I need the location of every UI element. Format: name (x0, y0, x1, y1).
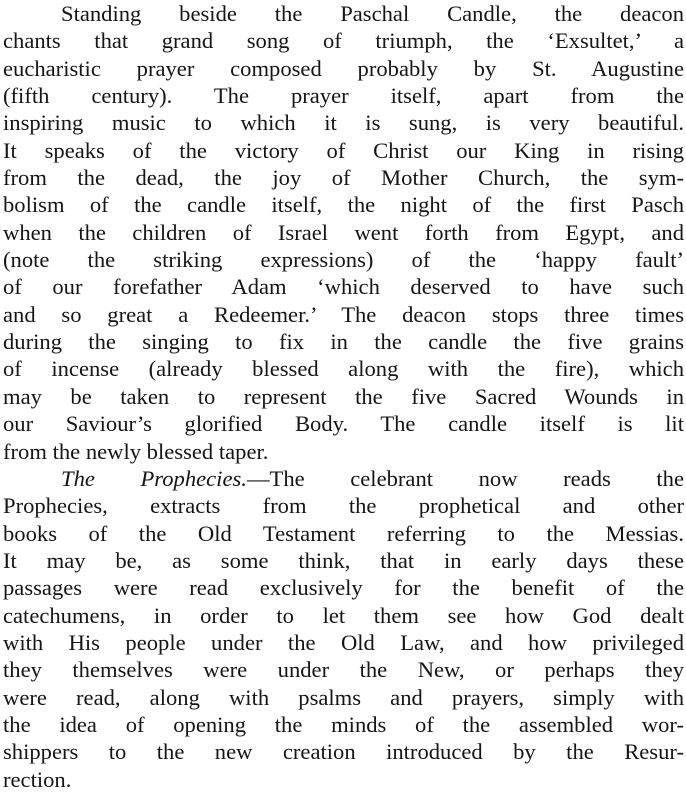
text-line: they themselves were under the New, or perhaps they (3, 657, 684, 683)
text-line: Standing beside the Paschal Candle, the deacon (61, 1, 684, 26)
text-line: from the dead, the joy of Mother Church, the sym- (3, 165, 684, 191)
text-line: of incense (already blessed along with the fire), which (3, 356, 684, 382)
text-line: with His people under the Old Law, and how privileged (3, 629, 684, 655)
paragraph-prophecies (3, 465, 684, 793)
section-heading: The Prophecies. (61, 465, 247, 491)
text-line (3, 465, 684, 492)
text-line: books of the Old Testament referring to the Messias. (3, 520, 684, 546)
text-line: It speaks of the victory of Christ our King in rising (3, 137, 684, 163)
text-line: may be taken to represent the five Sacred Wounds in (3, 383, 684, 409)
text-line: (fifth century). The prayer itself, apart from the (3, 83, 684, 109)
text-line: our Saviour’s glorified Body. The candle itself is lit (3, 411, 684, 437)
text-line: shippers to the new creation introduced by the Resur- (3, 739, 684, 765)
text-line: bolism of the candle itself, the night of the first Pasch (3, 192, 684, 218)
paragraph-paschal-candle (3, 0, 684, 465)
text-line: inspiring music to which it is sung, is very beautiful. (3, 110, 684, 136)
text-line: the idea of opening the minds of the assembled wor- (3, 711, 684, 737)
text-line: of our forefather Adam ‘which deserved to have such (3, 274, 684, 300)
text-line: when the children of Israel went forth from Egypt, and (3, 219, 684, 245)
text-line: during the singing to fix in the candle the five grains (3, 329, 684, 355)
text-line: passages were read exclusively for the benefit of the (3, 575, 684, 601)
text-line: and so great a Redeemer.’ The deacon stops three times (3, 301, 684, 327)
text-line: catechumens, in order to let them see how God dealt (3, 602, 684, 628)
text-line: rection. (3, 766, 72, 792)
text-line: were read, along with psalms and prayers, simply with (3, 684, 684, 710)
text-line: eucharistic prayer composed probably by St. Augustine (3, 55, 684, 81)
text-run: —The celebrant now reads the (246, 465, 684, 491)
text-line: from the newly blessed taper. (3, 438, 269, 464)
text-line: (note the striking expressions) of the ‘happy fault’ (3, 247, 684, 273)
text-line: It may be, as some think, that in early days these (3, 547, 684, 573)
text-line: Prophecies, extracts from the prophetical and other (3, 493, 684, 519)
text-line: chants that grand song of triumph, the ‘Exsultet,’ a (3, 28, 684, 54)
